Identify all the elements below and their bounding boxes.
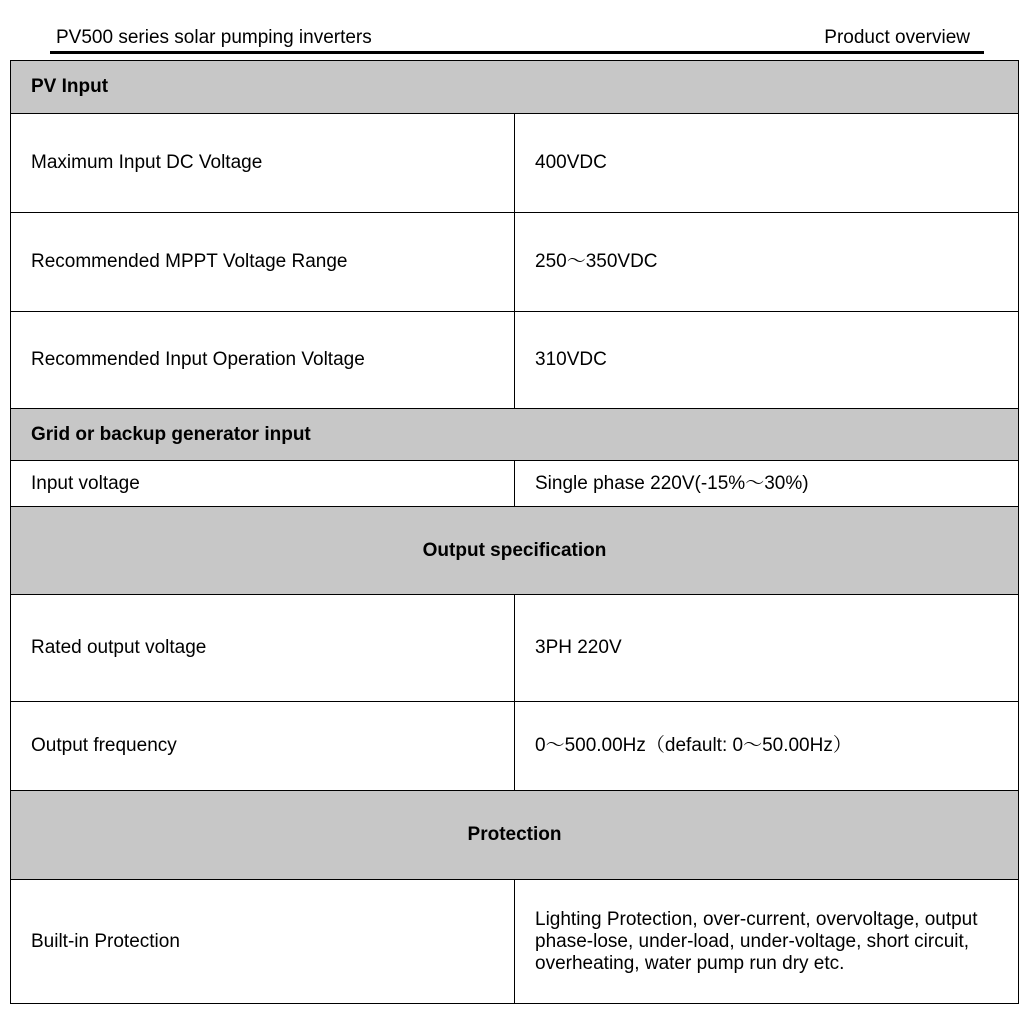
table-row: [11, 595, 1019, 702]
spec-label: Built-in Protection: [11, 880, 515, 1004]
spec-label: Output frequency: [11, 702, 515, 791]
spec-label: Input voltage: [11, 461, 515, 507]
table-row: [11, 312, 1019, 409]
table-row: [11, 114, 1019, 213]
section-header-pv-input: [11, 61, 1019, 114]
spec-label: Rated output voltage: [11, 595, 515, 702]
document-title: PV500 series solar pumping inverters: [56, 27, 372, 48]
spec-label: Recommended MPPT Voltage Range: [11, 213, 515, 312]
spec-label: Recommended Input Operation Voltage: [11, 312, 515, 409]
section-header-output: [11, 507, 1019, 595]
spec-value: 250～350VDC: [515, 213, 1019, 312]
section-header-label: Protection: [11, 791, 1019, 880]
spec-value: Single phase 220V(-15%～30%): [515, 461, 1019, 507]
spec-table: [10, 60, 1019, 1004]
spec-value: Lighting Protection, over-current, overvoltage, output phase-lose, under-load, under-voltage, short circuit, overheating, water pump run dry etc.: [515, 880, 1019, 1004]
spec-value: 0～500.00Hz（default: 0～50.00Hz）: [515, 702, 1019, 791]
table-row: [11, 702, 1019, 791]
table-row: [11, 461, 1019, 507]
section-header-protection: [11, 791, 1019, 880]
table-row: [11, 880, 1019, 1004]
page-header: [50, 0, 984, 54]
section-title: Product overview: [824, 27, 970, 48]
section-header-grid-input: [11, 409, 1019, 461]
spec-label: Maximum Input DC Voltage: [11, 114, 515, 213]
section-header-label: PV Input: [11, 61, 1019, 114]
section-header-label: Output specification: [11, 507, 1019, 595]
spec-value: 310VDC: [515, 312, 1019, 409]
table-row: [11, 213, 1019, 312]
spec-value: 400VDC: [515, 114, 1019, 213]
section-header-label: Grid or backup generator input: [11, 409, 1019, 461]
spec-value: 3PH 220V: [515, 595, 1019, 702]
